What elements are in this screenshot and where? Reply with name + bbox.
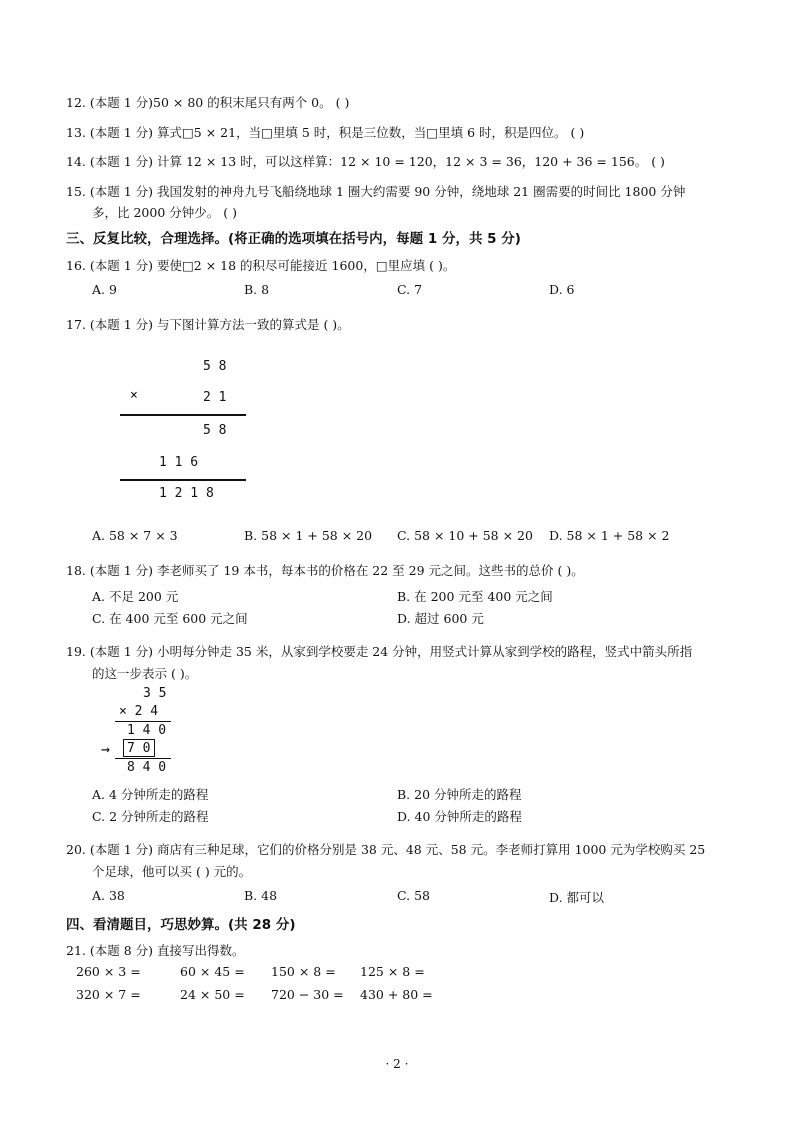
q19-multiplier: × 2 4 xyxy=(119,704,159,719)
question-19-line-1: 19. (本题 1 分) 小明每分钟走 35 米，从家到学校要走 24 分钟，用竖式计算从家到学校的路程，竖式中箭头所指 xyxy=(66,644,693,659)
question-21: 21. (本题 8 分) 直接写出得数。 xyxy=(66,943,245,958)
q20-option-a: A. 38 xyxy=(92,888,125,903)
q19-product: 8 4 0 xyxy=(127,760,167,775)
q21-row2-item-4: 430 + 80 = xyxy=(360,987,433,1002)
q17-option-a: A. 58 × 7 × 3 xyxy=(92,528,178,543)
q18-option-c: C. 在 400 元至 600 元之间 xyxy=(92,611,248,626)
q19-option-b: B. 20 分钟所走的路程 xyxy=(397,787,522,802)
q19-rule-2 xyxy=(115,758,171,759)
q21-row1-item-2: 60 × 45 = xyxy=(180,964,245,979)
q17-rule-1 xyxy=(120,414,246,416)
q19-rule-1 xyxy=(115,721,171,722)
q16-option-b: B. 8 xyxy=(244,282,270,297)
question-17: 17. (本题 1 分) 与下图计算方法一致的算式是 ( )。 xyxy=(66,317,350,332)
question-13: 13. (本题 1 分) 算式□5 × 21，当□里填 5 时，积是三位数，当□里填 6 时，积是四位。 ( ) xyxy=(66,125,585,140)
q18-option-d: D. 超过 600 元 xyxy=(397,611,484,626)
question-15-line-2: 多，比 2000 分钟少。 ( ) xyxy=(92,205,237,220)
q21-row1-item-4: 125 × 8 = xyxy=(360,964,425,979)
q17-option-d: D. 58 × 1 + 58 × 2 xyxy=(549,528,670,543)
q17-partial-product-1: 5 8 xyxy=(203,423,227,438)
question-12: 12. (本题 1 分)50 × 80 的积末尾只有两个 0。 ( ) xyxy=(66,95,350,110)
section-3-heading: 三、反复比较，合理选择。(将正确的选项填在括号内，每题 1 分，共 5 分) xyxy=(66,231,521,247)
q21-row1-item-3: 150 × 8 = xyxy=(271,964,336,979)
q17-option-c: C. 58 × 10 + 58 × 20 xyxy=(397,528,533,543)
q19-partial-product-2: 7 0 xyxy=(127,741,151,756)
q19-option-d: D. 40 分钟所走的路程 xyxy=(397,809,522,824)
question-16: 16. (本题 1 分) 要使□2 × 18 的积尽可能接近 1600，□里应填 ( )。 xyxy=(66,258,456,273)
q21-row2-item-1: 320 × 7 = xyxy=(76,987,141,1002)
arrow-right-icon: → xyxy=(101,740,111,758)
section-4-heading: 四、看清题目，巧思妙算。(共 28 分) xyxy=(66,917,296,933)
q21-row2-item-3: 720 − 30 = xyxy=(271,987,344,1002)
q20-option-c: C. 58 xyxy=(397,888,430,903)
q19-multiplicand: 3 5 xyxy=(143,686,167,701)
q20-option-b: B. 48 xyxy=(244,888,278,903)
question-14: 14. (本题 1 分) 计算 12 × 13 时，可以这样算：12 × 10 = 120，12 × 3 = 36，120 + 36 = 156。 ( ) xyxy=(66,154,665,169)
question-20-line-1: 20. (本题 1 分) 商店有三种足球，它们的价格分别是 38 元、48 元、58 元。李老师打算用 1000 元为学校购买 25 xyxy=(66,842,706,857)
q17-rule-2 xyxy=(120,479,246,481)
q20-option-d: D. 都可以 xyxy=(549,890,605,905)
q18-option-a: A. 不足 200 元 xyxy=(92,589,179,604)
question-15-line-1: 15. (本题 1 分) 我国发射的神舟九号飞船绕地球 1 圈大约需要 90 分钟，绕地球 21 圈需要的时间比 1800 分钟 xyxy=(66,184,686,199)
page-number: · 2 · xyxy=(385,1057,409,1071)
q18-option-b: B. 在 200 元至 400 元之间 xyxy=(397,589,553,604)
q17-option-b: B. 58 × 1 + 58 × 20 xyxy=(244,528,373,543)
q19-option-a: A. 4 分钟所走的路程 xyxy=(92,787,209,802)
q17-multiplier: 2 1 xyxy=(203,390,227,405)
question-20-line-2: 个足球，他可以买 ( ) 元的。 xyxy=(92,864,252,879)
q19-option-c: C. 2 分钟所走的路程 xyxy=(92,809,209,824)
q17-times-sign: × xyxy=(130,388,138,403)
q16-option-c: C. 7 xyxy=(397,282,423,297)
question-19-line-2: 的这一步表示 ( )。 xyxy=(92,666,198,681)
q16-option-a: A. 9 xyxy=(92,282,117,297)
q17-partial-product-2: 1 1 6 xyxy=(159,455,199,470)
q17-multiplicand: 5 8 xyxy=(203,359,227,374)
q21-row1-item-1: 260 × 3 = xyxy=(76,964,141,979)
q17-product: 1 2 1 8 xyxy=(159,486,214,501)
q19-partial-product-1: 1 4 0 xyxy=(127,723,167,738)
question-18: 18. (本题 1 分) 李老师买了 19 本书，每本书的价格在 22 至 29 元之间。这些书的总价 ( )。 xyxy=(66,563,584,578)
q16-option-d: D. 6 xyxy=(549,282,575,297)
q21-row2-item-2: 24 × 50 = xyxy=(180,987,245,1002)
